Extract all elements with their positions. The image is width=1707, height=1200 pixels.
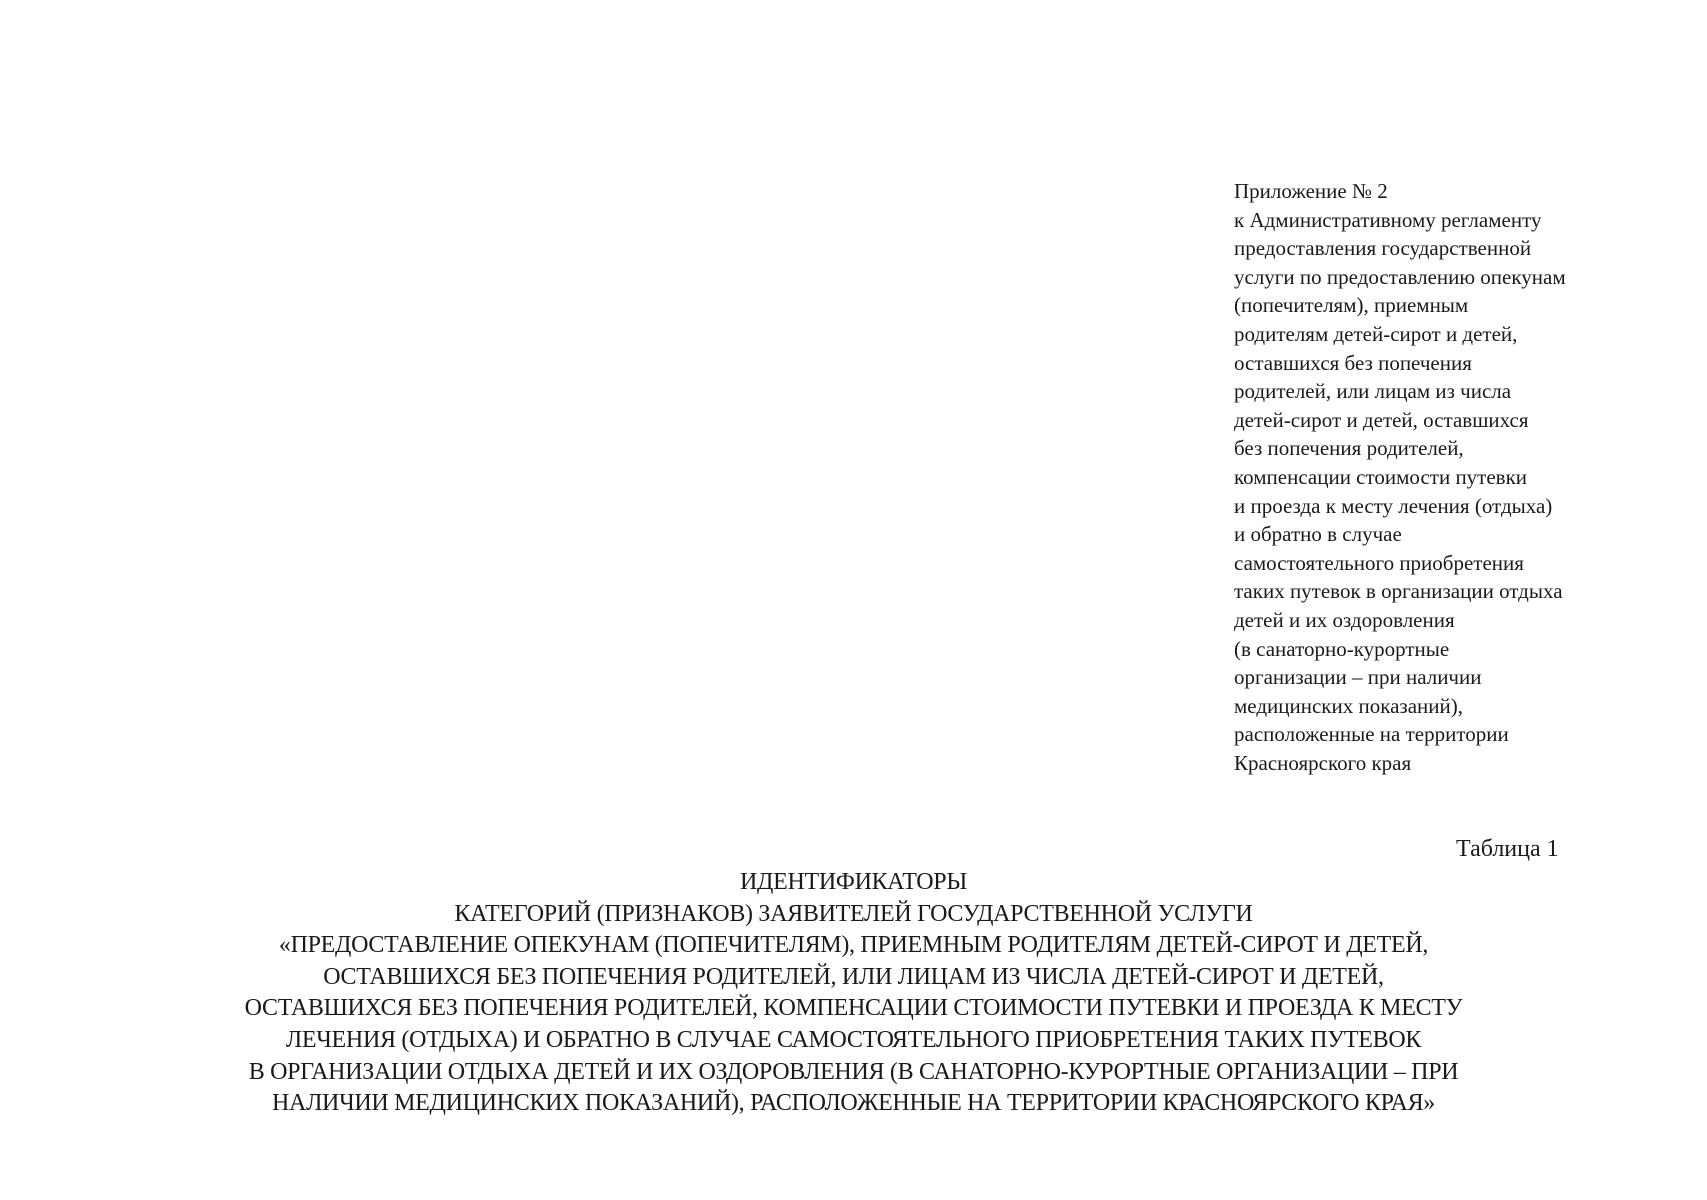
title-line: «ПРЕДОСТАВЛЕНИЕ ОПЕКУНАМ (ПОПЕЧИТЕЛЯМ), ПРИЕМНЫМ РОДИТЕЛЯМ ДЕТЕЙ-СИРОТ И ДЕТЕЙ, [278,932,1429,959]
title-line: ОСТАВШИХСЯ БЕЗ ПОПЕЧЕНИЯ РОДИТЕЛЕЙ, ИЛИ ЛИЦАМ ИЗ ЧИСЛА ДЕТЕЙ-СИРОТ И ДЕТЕЙ, [323,963,1384,990]
title-line: КАТЕГОРИЙ (ПРИЗНАКОВ) ЗАЯВИТЕЛЕЙ ГОСУДАРСТВЕННОЙ УСЛУГИ [454,900,1253,927]
title-line: В ОРГАНИЗАЦИИ ОТДЫХА ДЕТЕЙ И ИХ ОЗДОРОВЛЕНИЯ (В САНАТОРНО-КУРОРТНЫЕ ОРГАНИЗАЦИИ – ПРИ [248,1058,1459,1085]
appendix-line: детей-сирот и детей, оставшихся [1234,407,1529,432]
appendix-line: медицинских показаний), [1234,693,1464,718]
title-line: ЛЕЧЕНИЯ (ОТДЫХА) И ОБРАТНО В СЛУЧАЕ САМОСТОЯТЕЛЬНОГО ПРИОБРЕТЕНИЯ ТАКИХ ПУТЕВОК [285,1026,1422,1053]
appendix-line: расположенные на территории [1234,722,1509,747]
appendix-line: детей и их оздоровления [1234,607,1455,632]
appendix-line: оставшихся без попечения [1234,350,1472,375]
title-line: НАЛИЧИИ МЕДИЦИНСКИХ ПОКАЗАНИЙ), РАСПОЛОЖЕННЫЕ НА ТЕРРИТОРИИ КРАСНОЯРСКОГО КРАЯ» [272,1090,1435,1117]
appendix-line: услуги по предоставлению опекунам [1234,264,1566,289]
document-title [0,867,1707,1120]
appendix-line: компенсации стоимости путевки [1234,464,1528,489]
table-label: Таблица 1 [1456,836,1559,862]
appendix-line: (попечителям), приемным [1234,293,1469,318]
appendix-line: Красноярского края [1234,750,1412,775]
appendix-line: к Административному регламенту [1234,207,1542,232]
title-line: ОСТАВШИХСЯ БЕЗ ПОПЕЧЕНИЯ РОДИТЕЛЕЙ, КОМПЕНСАЦИИ СТОИМОСТИ ПУТЕВКИ И ПРОЕЗДА К МЕСТУ [244,995,1463,1022]
appendix-line: самостоятельного приобретения [1234,550,1524,575]
appendix-header [1234,177,1674,777]
appendix-line: и обратно в случае [1234,522,1402,547]
appendix-line: без попечения родителей, [1234,436,1464,461]
appendix-line: и проезда к месту лечения (отдыха) [1234,493,1553,518]
appendix-line: Приложение № 2 [1234,179,1388,203]
appendix-line: предоставления государственной [1234,236,1532,261]
appendix-line: организации – при наличии [1234,665,1482,690]
appendix-line: (в санаторно-курортные [1234,636,1450,661]
appendix-line: родителей, или лицам из числа [1234,379,1512,404]
appendix-line: таких путевок в организации отдыха [1234,579,1563,604]
appendix-line: родителям детей-сирот и детей, [1234,321,1518,346]
title-line: ИДЕНТИФИКАТОРЫ [740,869,967,895]
